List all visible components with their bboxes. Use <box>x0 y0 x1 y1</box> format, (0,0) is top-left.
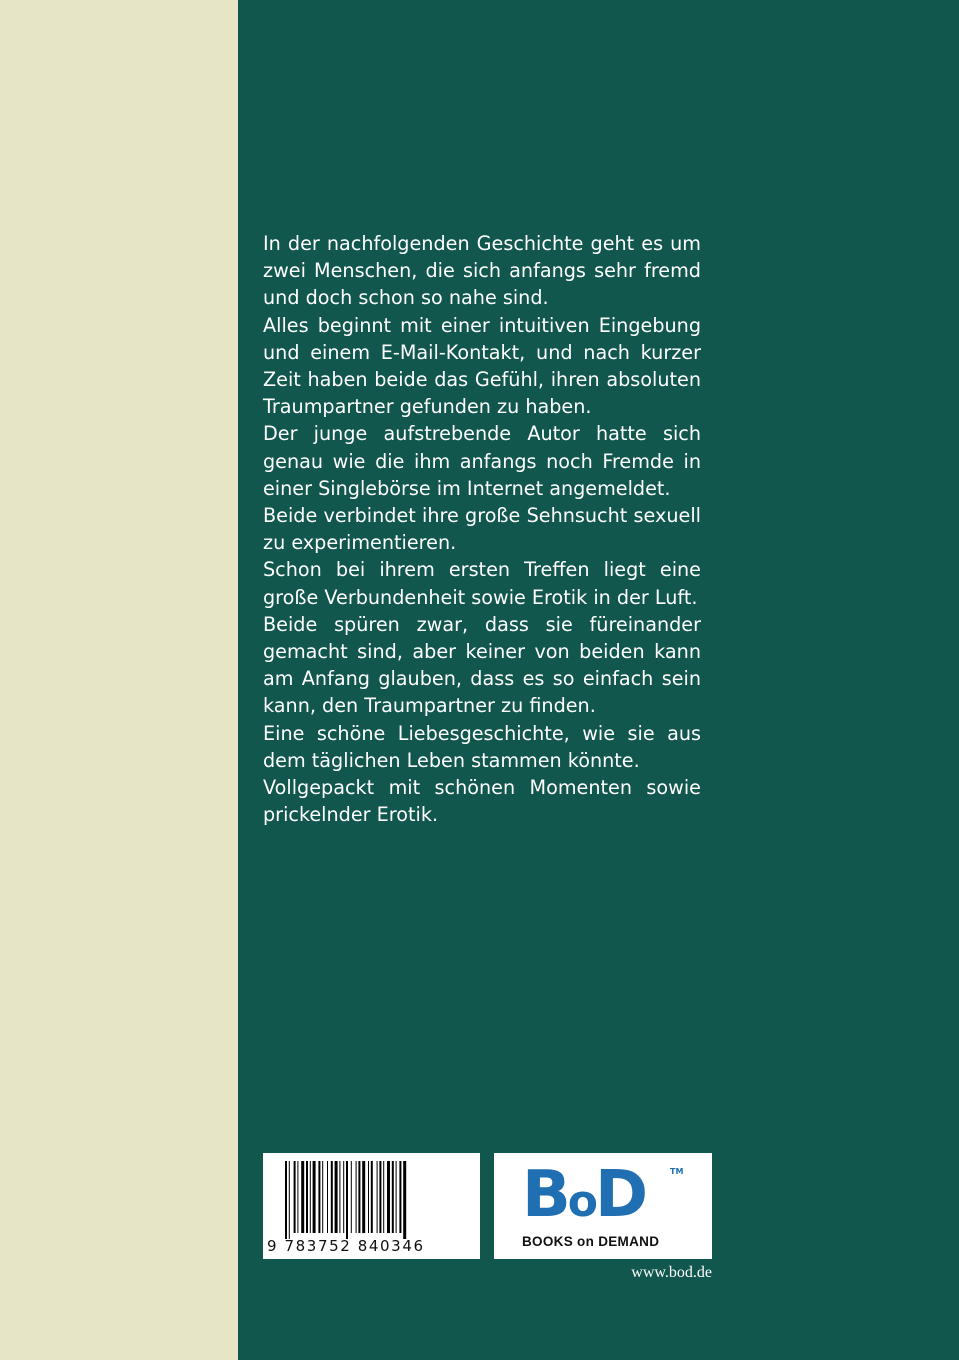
barcode-bar <box>351 1161 352 1233</box>
barcode-bar <box>313 1161 316 1233</box>
blurb-paragraph-6: Beide spüren zwar, dass sie füreinander gemacht sind, aber keiner von beiden kann am Anfang glauben, dass es so einfach sein kann, den Traumpartner zu finden. <box>263 612 701 718</box>
barcode-bar <box>318 1161 320 1233</box>
barcode-bar <box>362 1161 365 1233</box>
trademark-mark: TM <box>670 1167 684 1176</box>
blurb-paragraph-4: Beide verbindet ihre große Sehnsucht sexuell zu experimentieren. <box>263 504 701 555</box>
bod-logo-d: D <box>595 1158 646 1232</box>
barcode-bar <box>310 1161 311 1233</box>
blurb-paragraph-8: Vollgepackt mit schönen Momenten sowie prickelnder Erotik. <box>263 776 701 827</box>
barcode-bar <box>403 1161 406 1239</box>
blurb-paragraph-5: Schon bei ihrem ersten Treffen liegt eine große Verbundenheit sowie Erotik in der Luft. <box>263 558 701 609</box>
barcode-bar <box>289 1161 290 1239</box>
barcode-bar <box>379 1161 381 1233</box>
barcode-bar <box>396 1161 397 1233</box>
barcode-bar <box>356 1161 357 1233</box>
bod-logo-o: o <box>567 1176 596 1227</box>
barcode-bar <box>343 1161 344 1233</box>
barcode-bar <box>301 1161 304 1233</box>
isbn-number: 9 783752 840346 <box>267 1237 425 1255</box>
bod-logo <box>522 1158 646 1234</box>
barcode-bar <box>358 1161 360 1233</box>
barcode-bar <box>399 1161 401 1233</box>
bod-logo-b: B <box>522 1158 568 1232</box>
barcode-bar <box>297 1161 298 1233</box>
barcode-bar <box>377 1161 378 1233</box>
barcode-bar <box>371 1161 373 1233</box>
barcode-bar <box>331 1161 333 1233</box>
barcode-bar <box>322 1161 323 1233</box>
barcode-bar <box>327 1161 328 1233</box>
barcode-bar <box>294 1161 296 1233</box>
barcode-bar <box>387 1161 390 1233</box>
blurb-paragraph-7: Eine schöne Liebesgeschichte, wie sie aus dem täglichen Leben stammen könnte. <box>263 721 701 772</box>
bod-tagline: BOOKS on DEMAND <box>522 1234 660 1249</box>
bod-logo-box <box>494 1153 712 1259</box>
publisher-url: www.bod.de <box>631 1264 712 1281</box>
barcode-bars <box>263 1153 480 1239</box>
back-cover-blurb <box>263 230 701 828</box>
barcode-bar <box>383 1161 384 1233</box>
barcode-bar <box>368 1161 369 1233</box>
barcode-bar <box>392 1161 394 1233</box>
blurb-paragraph-2: Alles beginnt mit einer intuitiven Eingebung und einem E-Mail-Kontakt, und nach kurzer Zeit haben beide das Gefühl, ihren absoluten Traumpartner gefunden zu haben. <box>263 313 701 419</box>
barcode-bar <box>346 1161 348 1239</box>
barcode-bar <box>306 1161 308 1233</box>
blurb-paragraph-3: Der junge aufstrebende Autor hatte sich genau wie die ihm anfangs noch Fremde in einer Singlebörse im Internet angemeldet. <box>263 422 701 500</box>
isbn-barcode <box>263 1153 480 1259</box>
barcode-bar <box>335 1161 338 1233</box>
spine-panel <box>0 0 238 1360</box>
blurb-paragraph-1: In der nachfolgenden Geschichte geht es um zwei Menschen, die sich anfangs sehr fremd und doch schon so nahe sind. <box>263 232 701 310</box>
barcode-bar <box>339 1161 340 1233</box>
barcode-bar <box>285 1161 287 1239</box>
